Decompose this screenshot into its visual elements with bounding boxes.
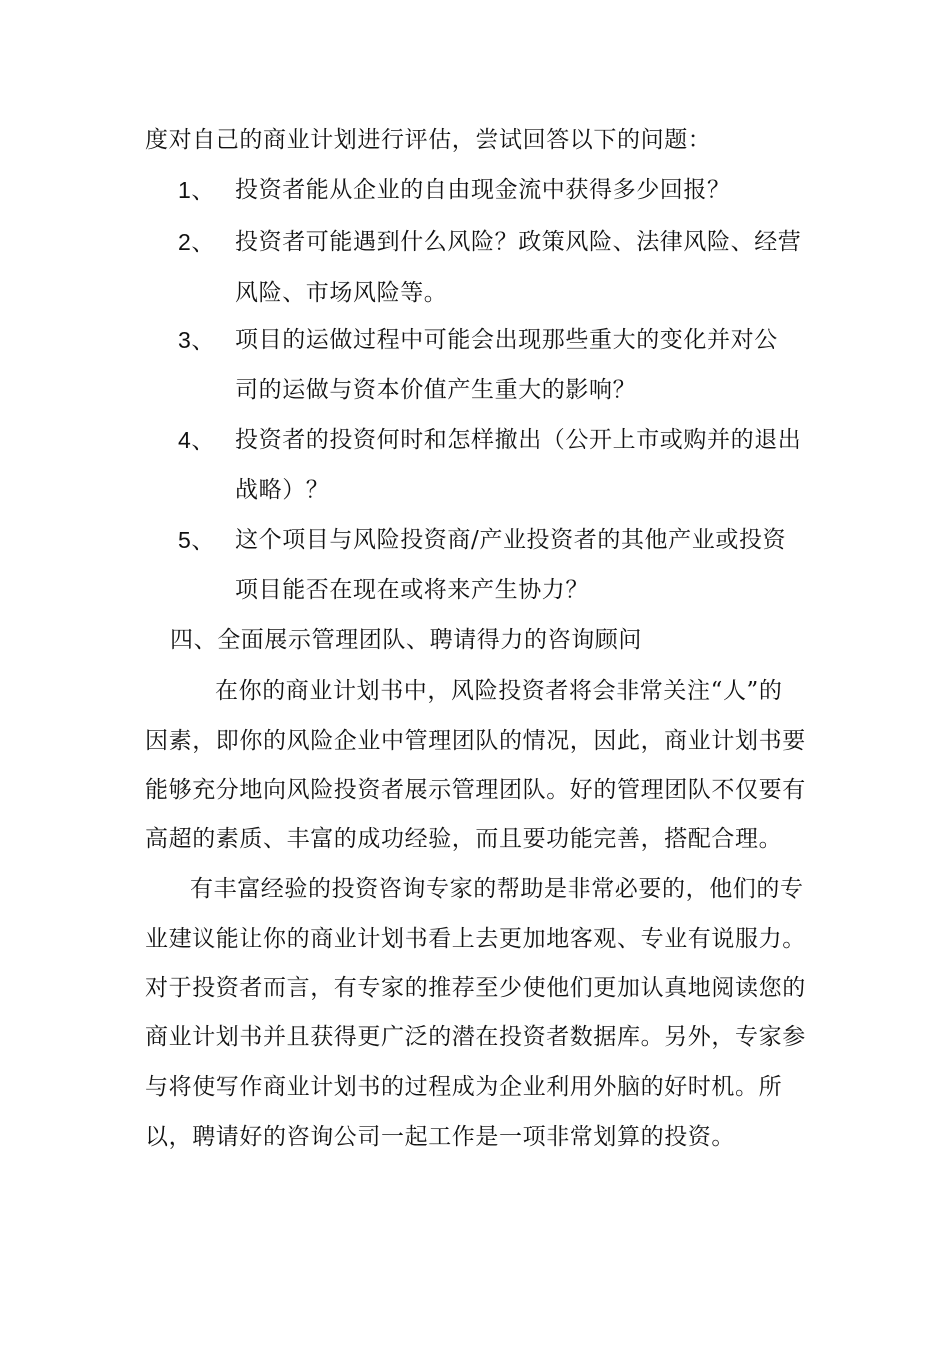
question-4-line-2: 战略）？ xyxy=(235,477,330,503)
paragraph-2-line: 商业计划书并且获得更广泛的潜在投资者数据库。另外，专家参 xyxy=(145,1024,806,1050)
question-3-line-1: 项目的运做过程中可能会出现那些重大的变化并对公 xyxy=(235,327,778,353)
question-3-number: 3、 xyxy=(178,327,215,353)
section-heading: 四、全面展示管理团队、聘请得力的咨询顾问 xyxy=(170,627,642,653)
question-5-number: 5、 xyxy=(178,527,215,553)
question-2-line-2: 风险、市场风险等。 xyxy=(235,280,448,306)
paragraph-1-line: 高超的素质、丰富的成功经验，而且要功能完善，搭配合理。 xyxy=(145,826,783,852)
paragraph-1-line: 能够充分地向风险投资者展示管理团队。好的管理团队不仅要有 xyxy=(145,777,806,803)
question-2-number: 2、 xyxy=(178,229,215,255)
paragraph-1-line: 因素，即你的风险企业中管理团队的情况，因此，商业计划书要 xyxy=(145,728,806,754)
question-4-number: 4、 xyxy=(178,427,215,453)
paragraph-2-line: 对于投资者而言，有专家的推荐至少使他们更加认真地阅读您的 xyxy=(145,975,806,1001)
paragraph-2-line: 有丰富经验的投资咨询专家的帮助是非常必要的，他们的专 xyxy=(190,876,804,902)
paragraph-2-line: 以，聘请好的咨询公司一起工作是一项非常划算的投资。 xyxy=(145,1124,735,1150)
question-1-line-1: 投资者能从企业的自由现金流中获得多少回报？ xyxy=(235,177,731,203)
question-1-number: 1、 xyxy=(178,177,215,203)
question-5-line-1: 这个项目与风险投资商/产业投资者的其他产业或投资 xyxy=(235,527,787,553)
intro-line: 度对自己的商业计划进行评估，尝试回答以下的问题： xyxy=(145,127,712,153)
question-3-line-2: 司的运做与资本价值产生重大的影响？ xyxy=(235,377,637,403)
paragraph-2-line: 业建议能让你的商业计划书看上去更加地客观、专业有说服力。 xyxy=(145,926,806,952)
paragraph-2-line: 与将使写作商业计划书的过程成为企业利用外脑的好时机。所 xyxy=(145,1074,783,1100)
paragraph-1-line: 在你的商业计划书中，风险投资者将会非常关注“人”的 xyxy=(215,678,783,704)
question-2-line-1: 投资者可能遇到什么风险？政策风险、法律风险、经营 xyxy=(235,229,802,255)
question-4-line-1: 投资者的投资何时和怎样撤出（公开上市或购并的退出 xyxy=(235,427,802,453)
question-5-line-2: 项目能否在现在或将来产生协力？ xyxy=(235,577,589,603)
